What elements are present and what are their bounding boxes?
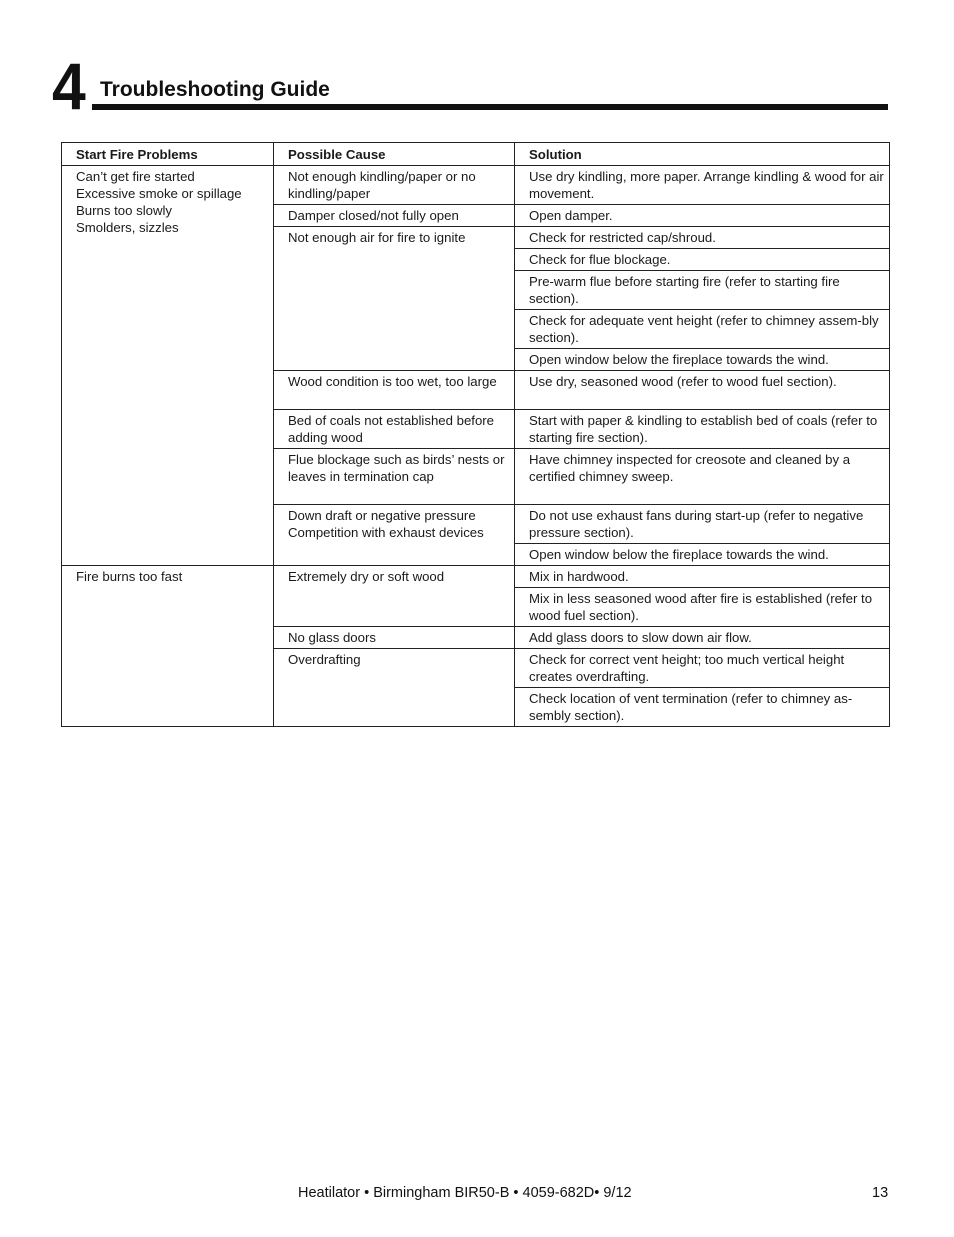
cause-cell: Not enough kindling/paper or no kindling/paper [274,166,515,205]
page-number: 13 [872,1185,889,1201]
problem-cell [62,166,274,566]
header-cause: Possible Cause [274,143,515,166]
table-row [62,166,890,205]
table-row [62,566,890,588]
solution-cell: Check for correct vent height; too much vertical height creates overdrafting. [515,649,890,688]
problem-text: Burns too slowly [76,203,173,218]
solution-cell: Check for adequate vent height (refer to chimney assem-bly section). [515,310,890,349]
solution-cell: Mix in less seasoned wood after fire is established (refer to wood fuel section). [515,588,890,627]
problem-cell: Fire burns too fast [62,566,274,727]
cause-cell: Extremely dry or soft wood [274,566,515,627]
page-title: Troubleshooting Guide [100,78,330,101]
cause-cell: Bed of coals not established before adding wood [274,410,515,449]
title-rule [92,104,888,110]
footer-text: Heatilator • Birmingham BIR50-B • 4059-682D• 9/12 [298,1185,632,1201]
solution-cell: Add glass doors to slow down air flow. [515,627,890,649]
solution-cell: Use dry kindling, more paper. Arrange kindling & wood for air movement. [515,166,890,205]
solution-cell: Open window below the fireplace towards the wind. [515,544,890,566]
table-header-row [62,143,890,166]
cause-cell: No glass doors [274,627,515,649]
problem-text: Smolders, sizzles [76,220,179,235]
solution-cell: Have chimney inspected for creosote and cleaned by a certified chimney sweep. [515,449,890,505]
solution-cell: Start with paper & kindling to establish bed of coals (refer to starting fire section). [515,410,890,449]
section-number: 4 [52,49,86,123]
cause-cell: Flue blockage such as birds’ nests or leaves in termination cap [274,449,515,505]
solution-cell: Use dry, seasoned wood (refer to wood fuel section). [515,371,890,410]
problem-text: Excessive smoke or spillage [76,186,242,201]
cause-cell: Damper closed/not fully open [274,205,515,227]
troubleshooting-table [61,142,890,727]
solution-cell: Check location of vent termination (refer to chimney as-sembly section). [515,688,890,727]
solution-cell: Check for restricted cap/shroud. [515,227,890,249]
cause-cell: Overdrafting [274,649,515,727]
solution-cell: Mix in hardwood. [515,566,890,588]
header-problem: Start Fire Problems [62,143,274,166]
header-solution: Solution [515,143,890,166]
problem-text: Can’t get fire started [76,169,195,184]
cause-cell: Not enough air for fire to ignite [274,227,515,371]
cause-cell: Down draft or negative pressure Competition with exhaust devices [274,505,515,566]
solution-cell: Check for flue blockage. [515,249,890,271]
cause-cell: Wood condition is too wet, too large [274,371,515,410]
solution-cell: Pre-warm flue before starting fire (refer to starting fire section). [515,271,890,310]
solution-cell: Open window below the fireplace towards the wind. [515,349,890,371]
solution-cell: Open damper. [515,205,890,227]
solution-cell: Do not use exhaust fans during start-up (refer to negative pressure section). [515,505,890,544]
